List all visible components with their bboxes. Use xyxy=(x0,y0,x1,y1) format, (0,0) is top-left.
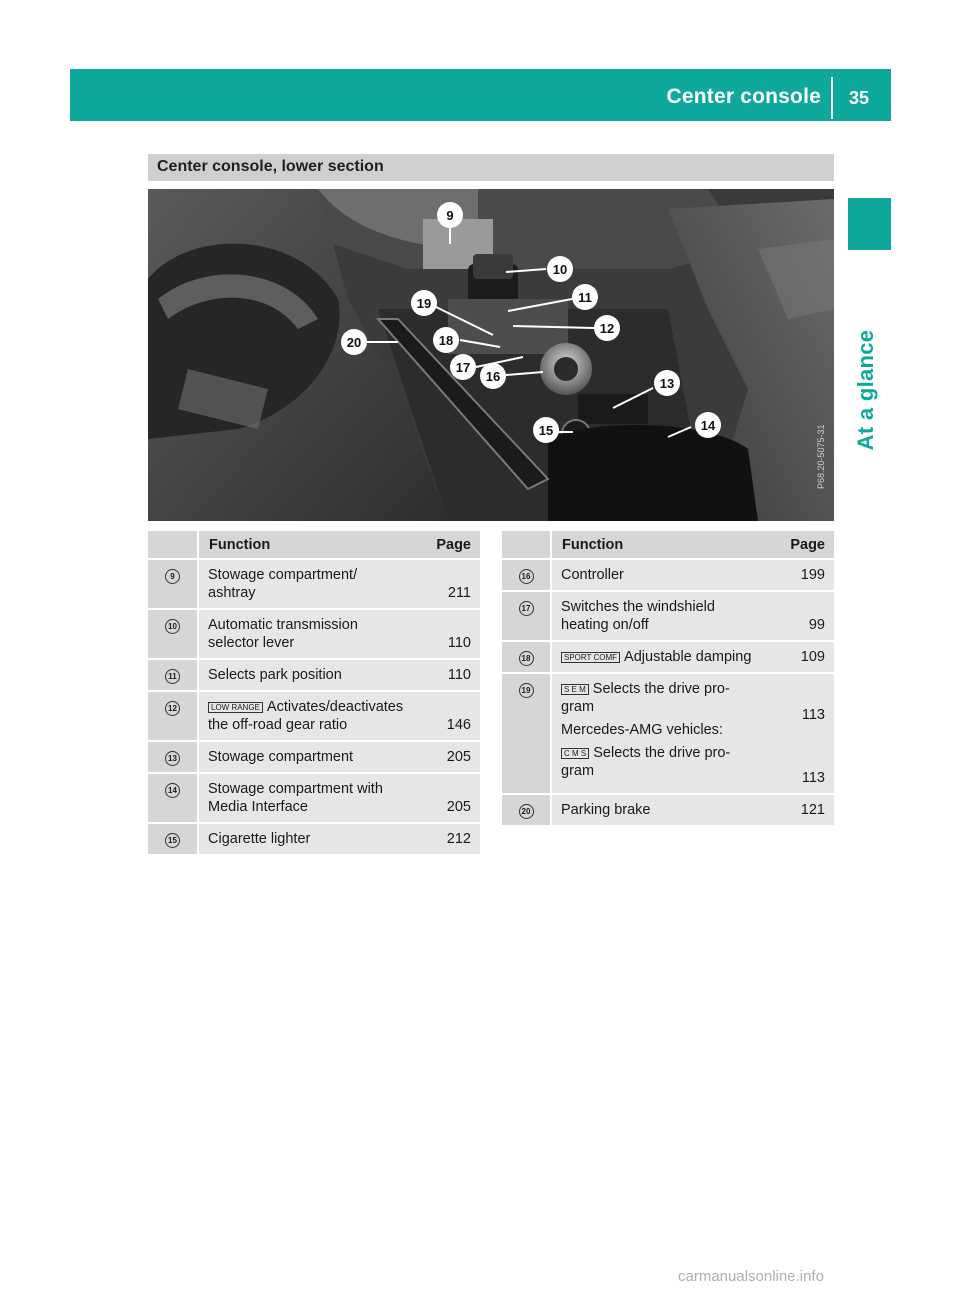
page-number: 35 xyxy=(848,88,869,108)
function-text: gram xyxy=(561,699,595,715)
page-ref: 211 xyxy=(415,560,480,610)
item-number: 12 xyxy=(165,701,180,716)
function-text: Activates/deactivates xyxy=(266,699,404,715)
page-ref: 110 xyxy=(415,610,480,660)
table-header-row xyxy=(502,531,834,560)
function-text: ashtray xyxy=(208,585,256,601)
function-text: Stowage compartment xyxy=(208,749,354,765)
svg-text:13: 13 xyxy=(659,376,675,391)
page-header xyxy=(70,69,891,121)
function-text: Stowage compartment with xyxy=(208,781,383,797)
svg-text:20: 20 xyxy=(346,335,362,350)
amg-drive-program-icon: C M S xyxy=(561,748,589,759)
index-header xyxy=(148,531,199,560)
function-text: gram xyxy=(561,763,595,779)
item-number: 16 xyxy=(519,569,534,584)
callout-20 xyxy=(341,329,367,355)
item-number: 17 xyxy=(519,601,534,616)
function-header: Function xyxy=(552,531,770,560)
table-header-row xyxy=(148,531,480,560)
page-ref: 121 xyxy=(770,795,834,827)
function-text: Switches the windshield xyxy=(561,599,715,615)
function-text: Media Interface xyxy=(208,799,308,815)
item-number: 9 xyxy=(165,569,180,584)
item-number: 14 xyxy=(165,783,180,798)
function-text: Stowage compartment/ xyxy=(208,567,358,583)
item-number: 11 xyxy=(165,669,180,684)
table-row xyxy=(502,592,834,642)
chapter-label: At a glance xyxy=(853,329,878,451)
item-number: 19 xyxy=(519,683,534,698)
image-reference: P68.20-5075-31 xyxy=(816,424,826,489)
page-ref: 146 xyxy=(415,692,480,742)
callout-13 xyxy=(654,370,680,396)
page-ref: 212 xyxy=(415,824,480,856)
svg-text:11: 11 xyxy=(578,290,592,305)
page-ref: 99 xyxy=(770,592,834,642)
svg-text:14: 14 xyxy=(700,418,716,433)
function-text: selector lever xyxy=(208,635,295,651)
header-divider xyxy=(831,77,833,119)
function-text: Selects park position xyxy=(208,667,342,683)
callout-10 xyxy=(547,256,573,282)
table-row xyxy=(502,560,834,592)
callout-11 xyxy=(572,284,598,310)
index-header xyxy=(502,531,552,560)
table-row xyxy=(148,742,480,774)
table-row xyxy=(148,824,480,856)
function-header: Function xyxy=(199,531,415,560)
item-number: 18 xyxy=(519,651,534,666)
item-number: 20 xyxy=(519,804,534,819)
section-heading xyxy=(148,154,834,181)
function-text: Parking brake xyxy=(561,802,651,818)
function-table-right xyxy=(502,531,834,827)
item-number: 10 xyxy=(165,619,180,634)
watermark: carmanualsonline.info xyxy=(678,1268,824,1285)
function-text: Automatic transmission xyxy=(208,617,358,633)
page-ref: 205 xyxy=(415,774,480,824)
callout-16 xyxy=(480,363,506,389)
svg-text:18: 18 xyxy=(438,333,454,348)
function-text: the off-road gear ratio xyxy=(208,717,348,733)
callout-15 xyxy=(533,417,559,443)
page-header: Page xyxy=(770,531,834,560)
table-row xyxy=(148,774,480,824)
page-header: Page xyxy=(415,531,480,560)
sport-comfort-icon: SPORT COMF xyxy=(561,652,620,663)
page-ref: 205 xyxy=(415,742,480,774)
table-row xyxy=(148,560,480,610)
callout-18 xyxy=(433,327,459,353)
table-row xyxy=(148,692,480,742)
svg-text:17: 17 xyxy=(455,360,471,375)
table-row xyxy=(502,642,834,674)
function-text: Selects the drive pro- xyxy=(593,745,731,761)
chapter-tab xyxy=(848,198,891,250)
table-row xyxy=(502,795,834,827)
callout-17 xyxy=(450,354,476,380)
svg-text:19: 19 xyxy=(416,296,432,311)
page-ref: 113 xyxy=(801,707,825,723)
function-text: Cigarette lighter xyxy=(208,831,311,847)
section-title: Center console, lower section xyxy=(157,158,384,175)
function-text: Adjustable damping xyxy=(624,649,752,665)
center-console-photo xyxy=(148,189,834,521)
svg-text:16: 16 xyxy=(485,369,501,384)
function-text: Selects the drive pro- xyxy=(592,681,730,697)
low-range-icon: LOW RANGE xyxy=(208,702,263,713)
amg-label: Mercedes-AMG vehicles: xyxy=(561,722,723,738)
function-text: Controller xyxy=(561,567,624,583)
callout-12 xyxy=(594,315,620,341)
function-text: heating on/off xyxy=(561,617,649,633)
header-title: Center console xyxy=(666,85,821,108)
callout-19 xyxy=(411,290,437,316)
item-number: 15 xyxy=(165,833,180,848)
table-row xyxy=(148,660,480,692)
page-ref: 110 xyxy=(415,660,480,692)
svg-text:9: 9 xyxy=(446,208,454,223)
callout-14 xyxy=(695,412,721,438)
table-row xyxy=(148,610,480,660)
item-number: 13 xyxy=(165,751,180,766)
callout-9 xyxy=(437,202,463,228)
table-row xyxy=(502,674,834,795)
page-ref: 109 xyxy=(770,642,834,674)
svg-text:12: 12 xyxy=(599,321,615,336)
page-ref: 113 xyxy=(801,770,825,786)
console-illustration xyxy=(148,189,834,521)
page-ref: 199 xyxy=(770,560,834,592)
drive-program-icon: S E M xyxy=(561,684,589,695)
function-table-left xyxy=(148,531,480,856)
svg-text:10: 10 xyxy=(552,262,568,277)
svg-text:15: 15 xyxy=(538,423,554,438)
